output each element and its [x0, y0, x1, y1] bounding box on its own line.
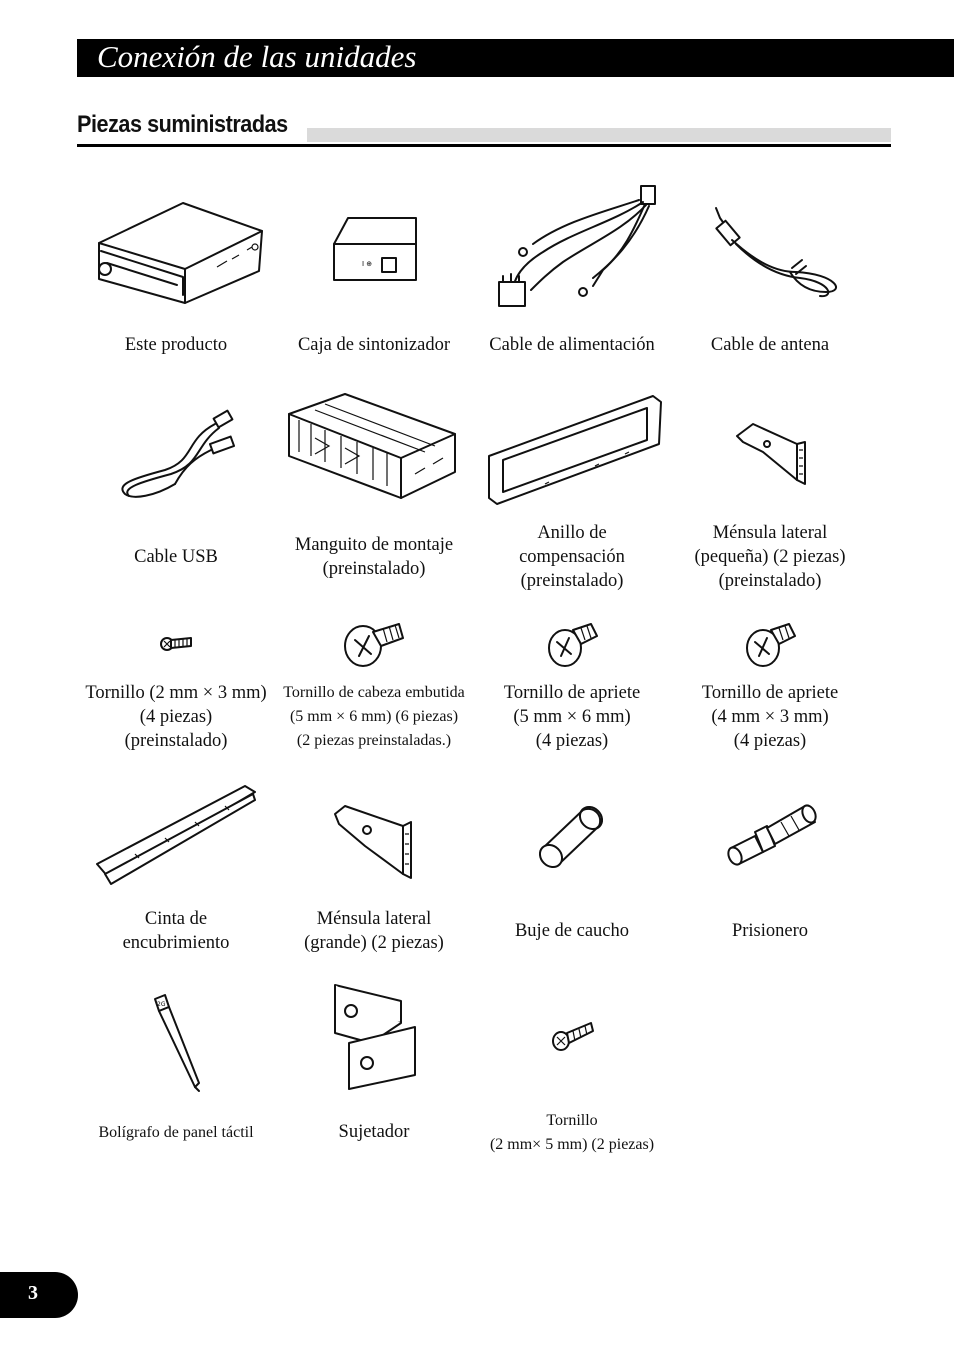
section-heading-rule	[77, 144, 891, 147]
svg-text:2G: 2G	[157, 1001, 166, 1008]
part-item	[473, 390, 671, 600]
power-cable-icon	[483, 182, 663, 312]
touch-pen-icon	[147, 993, 207, 1093]
section-title: Piezas suministradas	[77, 111, 288, 138]
chapter-title-bar	[77, 39, 954, 77]
chapter-title: Conexión de las unidades	[97, 39, 417, 74]
screw-icon	[551, 1019, 595, 1055]
part-item	[275, 390, 473, 600]
part-caption: Prisionero	[731, 921, 809, 941]
antenna-cable-icon	[696, 202, 846, 312]
part-caption: Bolígrafo de panel táctil	[98, 1124, 254, 1141]
part-item	[473, 190, 671, 370]
trim-ring-icon	[485, 394, 665, 510]
pin-bolt-icon	[721, 798, 821, 868]
part-item	[77, 390, 275, 600]
part-caption: Anillo de compensación (preinstalado)	[519, 523, 625, 591]
masking-tape-icon	[95, 782, 259, 886]
part-item	[473, 780, 671, 970]
part-caption: Buje de caucho	[514, 921, 630, 941]
part-item	[473, 985, 671, 1165]
part-item	[275, 610, 473, 770]
section-heading-shade	[307, 128, 891, 142]
rubber-bush-icon	[537, 800, 607, 870]
part-caption: Cable USB	[134, 547, 218, 567]
part-caption: Tornillo de cabeza embutida (5 mm × 6 mm) (6 piezas) (2 piezas preinstaladas.)	[283, 684, 465, 749]
part-caption: Manguito de montaje (preinstalado)	[294, 535, 454, 579]
part-caption: Cinta de encubrimiento	[122, 909, 230, 953]
large-side-bracket-icon	[331, 792, 415, 882]
part-item	[77, 610, 275, 770]
binding-screw-icon	[545, 614, 601, 670]
part-item	[671, 610, 869, 770]
part-item	[77, 780, 275, 970]
page-number-tab	[0, 1272, 78, 1318]
part-caption: Tornillo (2 mm × 3 mm) (4 piezas) (preinstalado)	[85, 683, 267, 751]
mounting-sleeve-icon	[285, 390, 461, 505]
part-caption: Tornillo (2 mm× 5 mm) (2 piezas)	[489, 1112, 655, 1153]
part-caption: Ménsula lateral (pequeña) (2 piezas) (preinstalado)	[694, 523, 846, 591]
part-caption: Sujetador	[338, 1122, 410, 1142]
page-number: 3	[28, 1282, 38, 1304]
part-item	[77, 985, 275, 1165]
part-item	[275, 985, 473, 1165]
part-item	[671, 190, 869, 370]
svg-text:I ⊕: I ⊕	[362, 260, 373, 268]
head-unit-icon	[87, 195, 267, 315]
small-side-bracket-icon	[733, 418, 813, 488]
part-caption: Este producto	[124, 335, 228, 355]
flat-head-screw-icon	[343, 614, 407, 670]
tuner-box-icon	[332, 216, 422, 286]
holder-icon	[331, 983, 421, 1093]
part-item	[671, 780, 869, 970]
section-heading	[77, 110, 891, 147]
part-caption: Cable de alimentación	[489, 335, 655, 355]
part-caption: Tornillo de apriete (4 mm × 3 mm) (4 piezas)	[701, 683, 839, 751]
part-caption: Cable de antena	[710, 335, 830, 355]
part-caption: Ménsula lateral (grande) (2 piezas)	[304, 909, 444, 953]
part-caption: Caja de sintonizador	[297, 335, 451, 355]
part-item	[275, 190, 473, 370]
part-item	[275, 780, 473, 970]
part-caption: Tornillo de apriete (5 mm × 6 mm) (4 piezas)	[503, 683, 641, 751]
part-item	[671, 390, 869, 600]
part-item	[473, 610, 671, 770]
usb-cable-icon	[115, 400, 245, 510]
small-screw-icon	[159, 630, 195, 654]
part-item	[77, 190, 275, 370]
binding-screw-icon	[743, 614, 799, 670]
